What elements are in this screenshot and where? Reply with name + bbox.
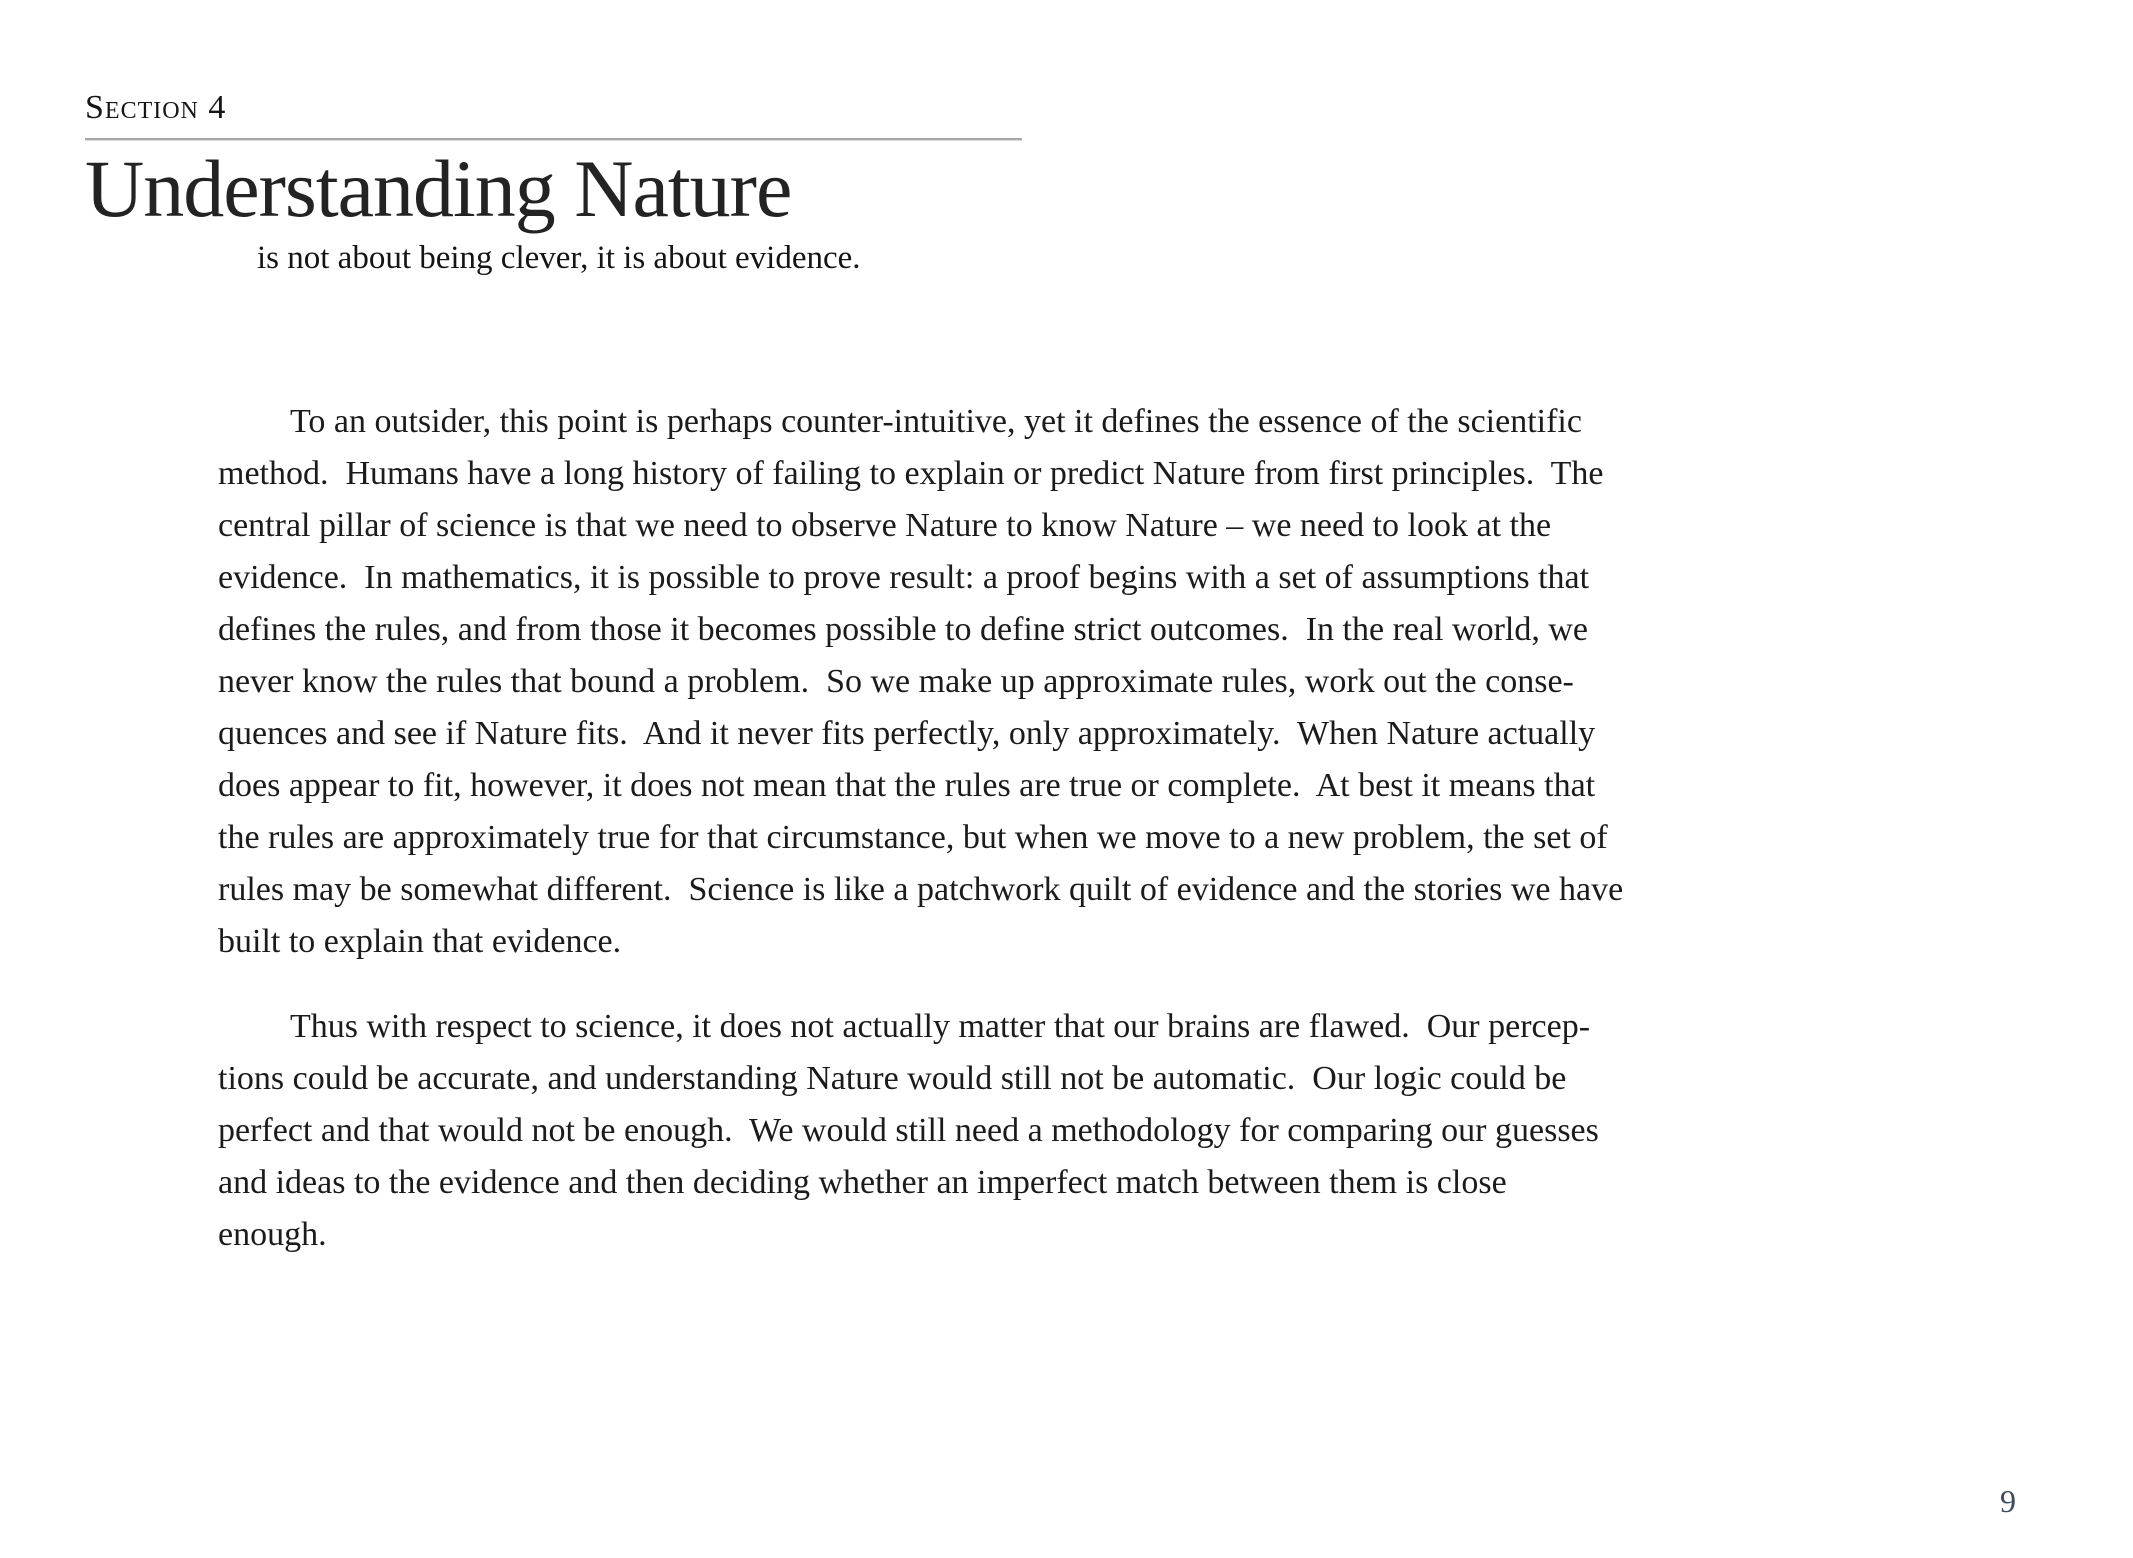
section-label: Section 4 <box>85 89 227 126</box>
text-line: the rules are approximately true for that circumstance, but when we move to a new problem, the set of <box>218 819 1608 856</box>
page-title: Understanding Nature <box>85 142 792 234</box>
paragraph <box>218 1001 1938 1261</box>
page-number: 9 <box>2000 1483 2016 1519</box>
text-line: Thus with respect to science, it does not actually matter that our brains are flawed. Our percep- <box>290 1008 1591 1045</box>
text-line: rules may be somewhat different. Science is like a patchwork quilt of evidence and the stories we have <box>218 871 1624 908</box>
text-line: defines the rules, and from those it becomes possible to define strict outcomes. In the real world, we <box>218 611 1589 648</box>
header-rule <box>85 138 1022 140</box>
text-line: To an outsider, this point is perhaps counter-intuitive, yet it defines the essence of the scientific <box>290 403 1582 440</box>
paragraph <box>218 396 1938 968</box>
text-line: tions could be accurate, and understanding Nature would still not be automatic. Our logic could be <box>218 1060 1567 1097</box>
section-header <box>85 88 1045 278</box>
text-line: method. Humans have a long history of failing to explain or predict Nature from first principles. The <box>218 455 1604 492</box>
text-line: quences and see if Nature fits. And it never fits perfectly, only approximately. When Nature actually <box>218 715 1596 752</box>
text-line: does appear to fit, however, it does not mean that the rules are true or complete. At best it means that <box>218 767 1596 804</box>
text-line: evidence. In mathematics, it is possible to prove result: a proof begins with a set of assumptions that <box>218 559 1590 596</box>
page-subtitle: is not about being clever, it is about evidence. <box>257 239 861 276</box>
text-line: central pillar of science is that we need to observe Nature to know Nature – we need to look at the <box>218 507 1552 544</box>
text-line: never know the rules that bound a problem. So we make up approximate rules, work out the conse- <box>218 663 1574 700</box>
text-line: and ideas to the evidence and then deciding whether an imperfect match between them is close <box>218 1164 1507 1201</box>
text-line: enough. <box>218 1216 327 1253</box>
text-line: built to explain that evidence. <box>218 923 622 960</box>
body-text <box>218 396 1938 1294</box>
text-line: perfect and that would not be enough. We would still need a methodology for comparing our guesses <box>218 1112 1599 1149</box>
